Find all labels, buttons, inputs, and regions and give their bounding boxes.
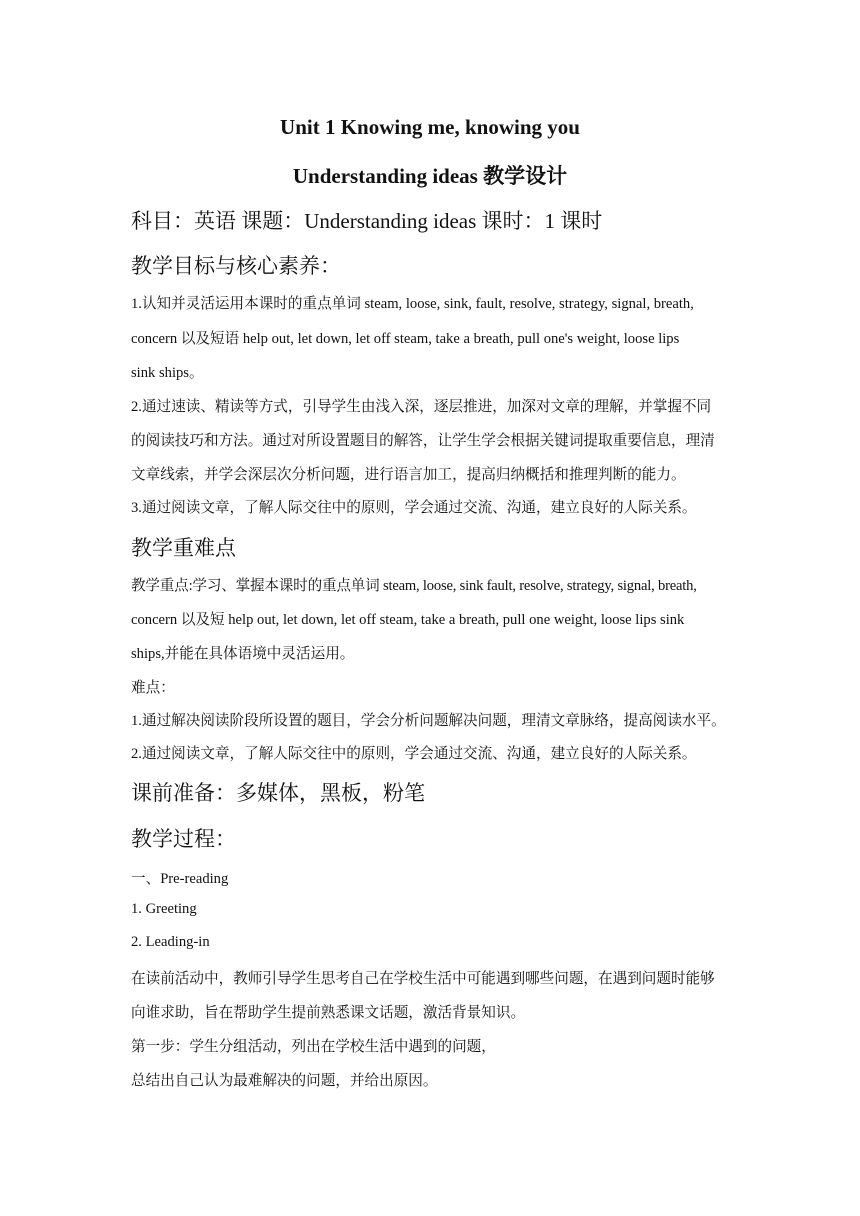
objectives-heading: 教学目标与核心素养：: [131, 254, 341, 278]
process-line: 1. Greeting: [131, 901, 197, 917]
key-points-line: 1.通过解决阅读阶段所设置的题目，学会分析问题解决问题，理清文章脉络，提高阅读水平。: [131, 713, 726, 729]
key-points-line: 难点：: [131, 680, 175, 696]
objectives-line: concern 以及短语 help out, let down, let off steam, take a breath, pull one's weight, loose lips: [131, 331, 680, 347]
document-title: Unit 1 Knowing me, knowing you: [280, 115, 580, 139]
key-points-line: 2.通过阅读文章，了解人际交往中的原则，学会通过交流、沟通，建立良好的人际关系。: [131, 746, 697, 762]
objectives-line: 2.通过速读、精读等方式，引导学生由浅入深，逐层推进，加深对文章的理解，并掌握不同: [131, 399, 712, 415]
key-points-line: 教学重点:学习、掌握本课时的重点单词 steam, loose, sink fault, resolve, strategy, signal, breath,: [131, 578, 697, 594]
key-points-heading: 教学重难点: [131, 536, 236, 560]
preparation-line: 课前准备：多媒体，黑板，粉笔: [131, 781, 425, 805]
document-subtitle: Understanding ideas 教学设计: [292, 164, 568, 188]
process-line: 第一步：学生分组活动，列出在学校生活中遇到的问题，: [131, 1039, 496, 1055]
process-line: 2. Leading-in: [131, 934, 210, 950]
objectives-line: 1.认知并灵活运用本课时的重点单词 steam, loose, sink, fault, resolve, strategy, signal, breath,: [131, 296, 694, 312]
objectives-line: 3.通过阅读文章，了解人际交往中的原则，学会通过交流、沟通，建立良好的人际关系。: [131, 500, 697, 516]
objectives-line: sink ships。: [131, 365, 204, 381]
process-line: 总结出自己认为最难解决的问题，并给出原因。: [131, 1073, 438, 1089]
key-points-line: concern 以及短 help out, let down, let off steam, take a breath, pull one weight, loose lips sink: [131, 612, 685, 628]
objectives-line: 的阅读技巧和方法。通过对所设置题目的解答，让学生学会根据关键词提取重要信息，理清: [131, 433, 715, 449]
process-heading: 教学过程：: [131, 827, 236, 851]
course-meta-line: 科目：英语 课题：Understanding ideas 课时：1 课时: [131, 209, 603, 233]
key-points-line: ships,并能在具体语境中灵活运用。: [131, 646, 355, 662]
process-line: 在读前活动中，教师引导学生思考自己在学校生活中可能遇到哪些问题，在遇到问题时能够: [131, 971, 715, 987]
process-line: 向谁求助，旨在帮助学生提前熟悉课文话题，激活背景知识。: [131, 1005, 526, 1021]
objectives-line: 文章线索，并学会深层次分析问题，进行语言加工，提高归纳概括和推理判断的能力。: [131, 467, 686, 483]
process-line: 一、Pre-reading: [131, 871, 229, 887]
